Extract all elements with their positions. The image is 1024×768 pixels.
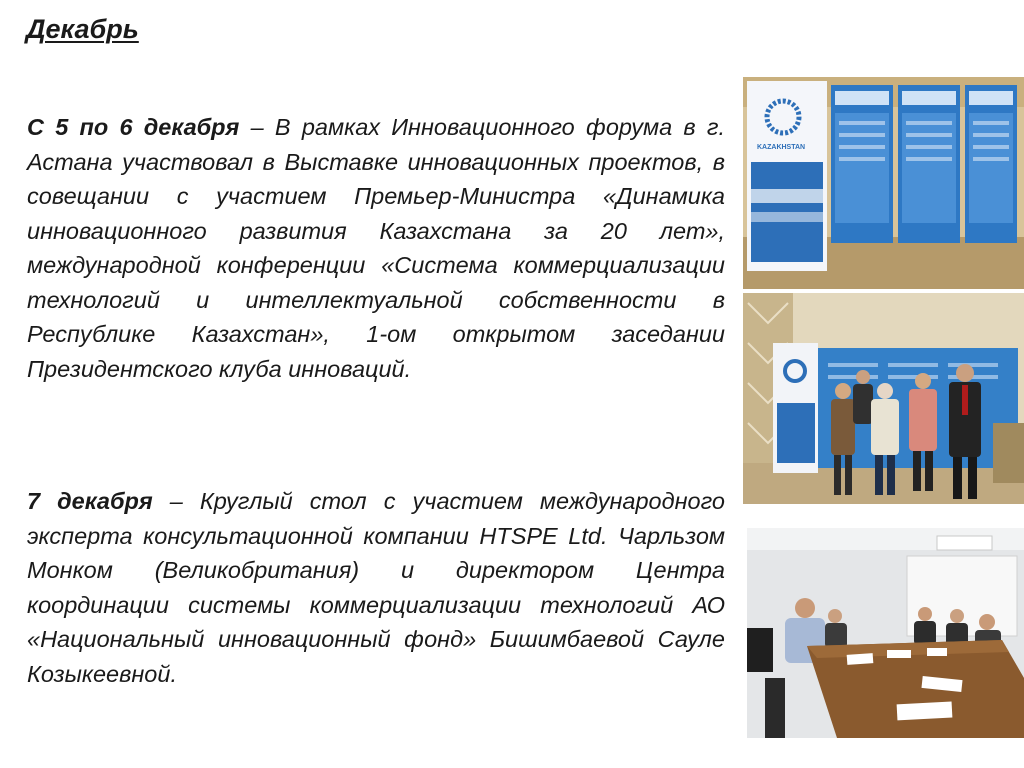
paragraph-december-7 [27,484,725,691]
paragraph-text: – Круглый стол с участием международного эксперта консультационной компании HTSPE Ltd. Чарльзом Монком (Великобритания) и директором Центра координации системы коммерциализации технологий АО «Национальный инновационный фонд» Бишимбаевой Сауле Козыкеевной. [27,488,725,687]
banner-text: KAZAKHSTAN [757,144,806,151]
paragraph-text: – В рамках Инновационного форума в г. Астана участвовал в Выставке инновационных проектов, в совещании с участием Премьер-Министра «Динамика инновационного развития Казахстана за 20 лет», международной конференции «Система коммерциализации технологий и интеллектуальной собственности в Республике Казахстан», 1-ом открытом заседании Президентского клуба инноваций. [27,114,726,382]
photo-round-table-meeting [747,528,1024,738]
paragraph-date: 7 декабря [27,488,153,514]
paragraph-date: С 5 по 6 декабря [27,114,240,140]
photo-exhibition-banners [743,77,1024,289]
photo-group-at-exhibition [743,293,1024,504]
slide-title: Декабрь [26,14,139,44]
paragraph-december-5-6 [27,110,725,386]
